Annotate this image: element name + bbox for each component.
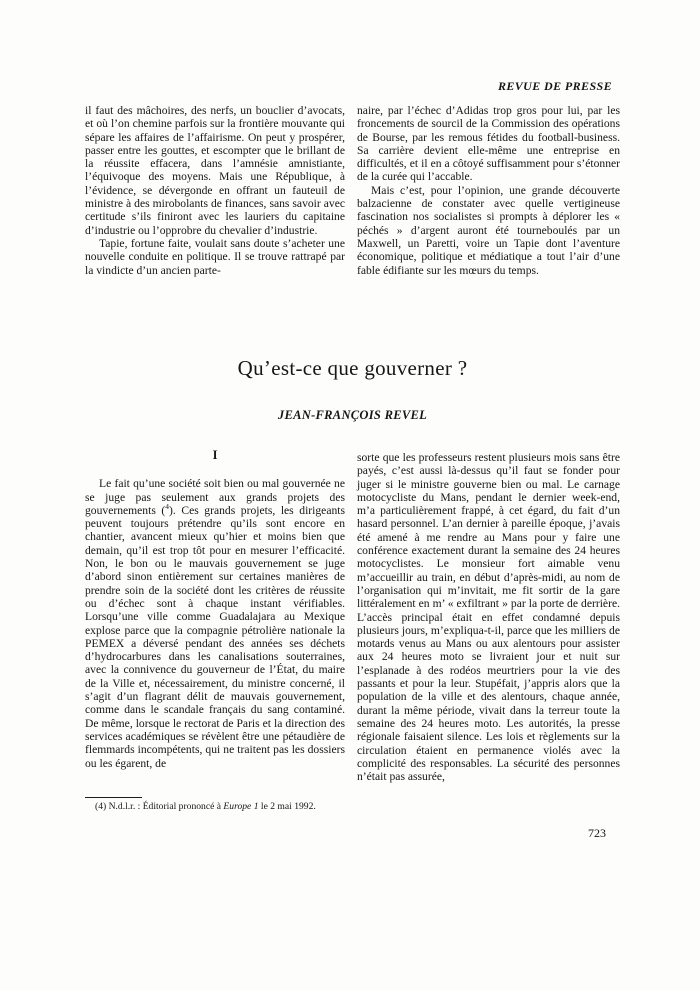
footnote-divider bbox=[85, 797, 142, 798]
footnote bbox=[85, 797, 345, 813]
section-heading: I bbox=[212, 448, 218, 462]
paragraph bbox=[85, 477, 345, 770]
article-title: Qu’est-ce que gouverner ? bbox=[237, 356, 468, 380]
page-number: 723 bbox=[588, 826, 606, 840]
paragraph: Tapie, fortune faite, voulait sans doute s’acheter une nouvelle conduite en politique. Il se trouve rattrapé par la vindicte d’un ancien parte- bbox=[85, 236, 345, 277]
main-right-column bbox=[357, 451, 620, 783]
paragraph-text: Le fait qu’une société soit bien ou mal gouvernée ne se juge pas seulement aux grands projets des gouvernements ( bbox=[85, 477, 345, 517]
footnote-text-part: (4) N.d.l.r. : Éditorial prononcé à bbox=[95, 801, 224, 812]
paragraph-continuation: il faut des mâchoires, des nerfs, un bouclier d’avocats, et où l’on chemine parfois sur la frontière mouvante qui sépare les affaires de l’affairisme. On peut y prospérer, passer entre les gouttes, et escompter que le brillant de la réussite effacera, dans l’amnésie amnistiante, l’équivoque des moyens. Mais une République, à l’évidence, se dévergonde en offrant un fauteuil de ministre à des mirobolants de finances, sans savoir avec certitude s’ils finiront avec les lauriers du capitaine d’industrie ou l’opprobre du chevalier d’industrie. bbox=[85, 104, 345, 237]
paragraph-continuation: sorte que les professeurs restent plusieurs mois sans être payés, c’est aussi là-dessus qu’il faut se fonder pour juger si le ministre gouverne bien ou mal. Le carnage motocycliste du Mans, pendant le dernier week-end, m’a particulièrement frappé, à cet égard, du fait d’un hasard personnel. L’an dernier à pareille époque, j’avais été amené à me rendre au Mans pour y faire une conférence exactement durant la semaine des 24 heures motocyclistes. Le monsieur fort aimable venu m’accueillir au train, en début d’après-midi, au nom de l’organisation qui m’invitait, me fit sortir de la gare littéralement en m’ « exfiltrant » par la porte de derrière. L’accès principal était en effet condamné depuis plusieurs jours, m’expliqua-t-il, parce que les milliers de motards venus au Mans ou aux alentours pour assister aux 24 heures moto se livraient jour et nuit sur l’esplanade à des rodéos meurtriers pour la vie des passants et pour la leur. Stupéfait, j’appris alors que la population de la ville et des alentours, chaque année, durant la même période, vivait dans la terreur toute la semaine des 24 heures moto. Les autorités, la presse régionale faisaient silence. Les lois et règlements sur la circulation étaient en permanence violés avec la complicité des responsables. La sécurité des personnes n’était pas assurée, bbox=[357, 451, 620, 784]
paragraph: Mais c’est, pour l’opinion, une grande découverte balzacienne de constater avec quelle vertigineuse fascination nos socialistes si prompts à déplorer les « péchés » d’argent auront été tourneboulés par un Maxwell, un Paretti, voire un Tapie dont l’aventure économique, politique et médiatique a tout l’air d’une fable édifiante sur les mœurs du temps. bbox=[357, 183, 620, 277]
footnote-source: Europe 1 bbox=[223, 801, 259, 812]
footnote-reference: 4 bbox=[165, 502, 170, 512]
footnote-text bbox=[85, 801, 345, 813]
running-header: REVUE DE PRESSE bbox=[497, 79, 612, 93]
top-right-column bbox=[357, 104, 620, 277]
top-left-column bbox=[85, 104, 345, 277]
article-author: JEAN-FRANÇOIS REVEL bbox=[277, 408, 428, 422]
footnote-text-part: le 2 mai 1992. bbox=[258, 801, 316, 812]
paragraph-text: ). Ces grands projets, les dirigeants peuvent toujours prétendre qu’ils sont encore en chantier, avancent mieux qu’hier et moins bien que demain, qu’il est trop tôt pour en mesurer l’efficacité. Non, le bon ou le mauvais gouvernement se juge d’abord sinon entièrement sur certaines manières de prendre soin de la société dont les critères de réussite ou d’échec sont à chaque instant vérifiables. Lorsqu’une ville comme Guadalajara au Mexique explose parce que la compagnie pétrolière nationale la PEMEX a déversé pendant des années ses déchets d’hydrocarbures dans les canalisations souterraines, avec la connivence du gouverneur de l’État, du maire de la Ville et, nécessairement, du ministre concerné, il s’agit d’un flagrant délit de mauvais gouvernement, comme dans le scandale français du sang contaminé. De même, lorsque le rectorat de Paris et la direction des services académiques se révèlent être une pétaudière de flemmards incompétents, qui ne traitent pas les dossiers ou les égarent, de bbox=[85, 503, 345, 770]
main-left-column bbox=[85, 449, 345, 770]
paragraph-continuation: naire, par l’échec d’Adidas trop gros pour lui, par les froncements de sourcil de la Commission des opérations de Bourse, par les remous fétides du football-business. Sa carrière devient elle-même une entreprise en difficultés, et il en a côtoyé suffisamment pour s’étonner de la curée qui l’accable. bbox=[357, 104, 620, 184]
